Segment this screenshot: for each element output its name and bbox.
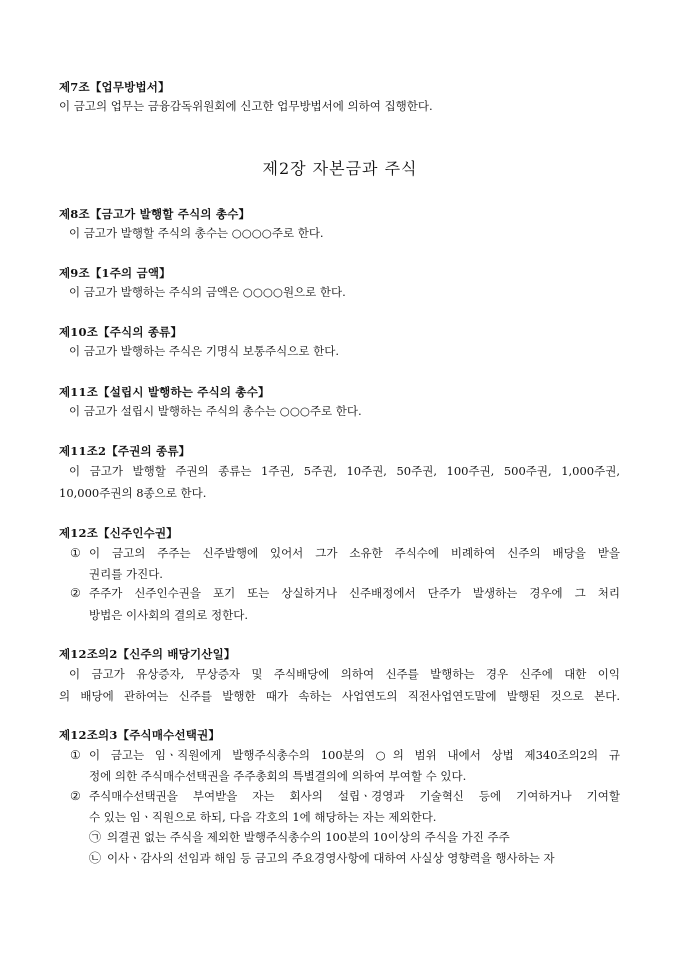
article-7-heading: 제7조【업무방법서】 (59, 80, 170, 94)
article-9-heading: 제9조【1주의 금액】 (59, 266, 171, 280)
article-11-text: 이 금고가 설립시 발행하는 주식의 총수는 ○○○주로 한다. (69, 404, 362, 418)
article-12-3-subitem-2-marker: ㉡ (89, 851, 102, 865)
article-11-2-text-line-1: 이 금고가 발행할 주권의 종류는 1주권, 5주권, 10주권, 50주권, 100주권, 500주권, 1,000주권, (69, 464, 620, 478)
article-12-item-2-line-1: 주주가 신주인수권을 포기 또는 상실하거나 신주배정에서 단주가 발생하는 경우에 그 처리 (89, 586, 620, 600)
article-11-2-text-line-2: 10,000주권의 8종으로 한다. (59, 486, 207, 500)
article-12-item-1-line-1: 이 금고의 주주는 신주발행에 있어서 그가 소유한 주식수에 비례하여 신주의 배당을 받을 (89, 546, 620, 560)
article-12-3-subitem-1-text: 의결권 없는 주식을 제외한 발행주식총수의 100분의 10이상의 주식을 가진 주주 (107, 830, 510, 844)
article-12-item-1-line-2: 권리를 가진다. (89, 567, 163, 581)
article-12-heading: 제12조【신주인수권】 (59, 526, 178, 540)
article-9-text: 이 금고가 발행하는 주식의 금액은 ○○○○원으로 한다. (69, 285, 346, 299)
article-10-text: 이 금고가 발행하는 주식은 기명식 보통주식으로 한다. (69, 344, 339, 358)
article-7-text: 이 금고의 업무는 금융감독위원회에 신고한 업무방법서에 의하여 집행한다. (59, 99, 433, 113)
chapter-2-title: 제2장 자본금과 주식 (262, 159, 418, 178)
article-10-heading: 제10조【주식의 종류】 (59, 325, 183, 339)
article-11-heading: 제11조【설립시 발행하는 주식의 총수】 (59, 385, 270, 399)
article-12-3-item-2-line-2: 수 있는 임ㆍ직원으로 하되, 다음 각호의 1에 해당하는 자는 제외한다. (89, 810, 437, 824)
article-12-3-item-1-line-1: 이 금고는 임ㆍ직원에게 발행주식총수의 100분의 ○의 범위 내에서 상법 제340조의2의 규 (89, 748, 620, 762)
article-12-item-2-line-2: 방법은 이사회의 결의로 정한다. (89, 608, 249, 622)
article-12-2-heading: 제12조의2【신주의 배당기산일】 (59, 647, 236, 661)
article-12-3-subitem-1-marker: ㉠ (89, 830, 102, 844)
article-8-heading: 제8조【금고가 발행할 주식의 총수】 (59, 207, 251, 221)
article-12-item-1-marker: ① (70, 546, 81, 560)
article-12-item-2-marker: ② (70, 586, 81, 600)
article-12-3-heading: 제12조의3【주식매수선택권】 (59, 728, 221, 742)
article-12-2-text-line-2: 의 배당에 관하여는 신주를 발행한 때가 속하는 사업연도의 직전사업연도말에 발행된 것으로 본다. (59, 689, 620, 703)
article-8-text: 이 금고가 발행할 주식의 총수는 ○○○○주로 한다. (69, 226, 324, 240)
article-12-3-item-1-marker: ① (70, 748, 81, 762)
article-12-3-item-2-marker: ② (70, 789, 81, 803)
article-12-3-item-1-line-2: 정에 의한 주식매수선택권을 주주총회의 특별결의에 의하여 부여할 수 있다. (89, 769, 467, 783)
article-11-2-heading: 제11조2【주권의 종류】 (59, 444, 191, 458)
article-12-3-item-2-line-1: 주식매수선택권을 부여받을 자는 회사의 설립ㆍ경영과 기술혁신 등에 기여하거나 기여할 (89, 789, 620, 803)
article-12-3-subitem-2-text: 이사ㆍ감사의 선임과 해임 등 금고의 주요경영사항에 대하여 사실상 영향력을 행사하는 자 (107, 851, 555, 865)
article-12-2-text-line-1: 이 금고가 유상증자, 무상증자 및 주식배당에 의하여 신주를 발행하는 경우 신주에 대한 이익 (69, 667, 620, 681)
